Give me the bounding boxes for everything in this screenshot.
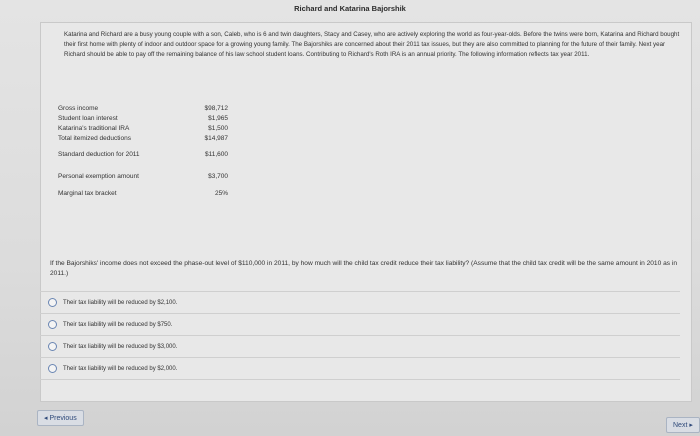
- answer-label: Their tax liability will be reduced by $750.: [63, 321, 173, 328]
- fact-value: 25%: [214, 189, 228, 197]
- fact-row: [58, 133, 228, 143]
- chevron-left-icon: ◂: [44, 415, 50, 422]
- fact-value: $98,712: [204, 104, 228, 112]
- fact-value: $11,600: [204, 150, 228, 158]
- fact-label: Katarina's traditional IRA: [58, 124, 130, 132]
- previous-label: Previous: [49, 415, 77, 422]
- fact-row: [58, 123, 228, 133]
- next-button[interactable]: [666, 417, 700, 433]
- fact-value: $1,500: [208, 124, 228, 132]
- answer-option[interactable]: [40, 335, 680, 357]
- fact-row: [58, 143, 228, 165]
- answer-option[interactable]: [40, 313, 680, 335]
- fact-row: [58, 113, 228, 123]
- radio-button[interactable]: [48, 320, 57, 329]
- fact-row: [58, 187, 228, 199]
- fact-value: $1,965: [208, 114, 228, 122]
- fact-label: Total itemized deductions: [58, 134, 131, 142]
- previous-button[interactable]: [37, 410, 84, 426]
- scenario-text: Katarina and Richard are a busy young couple with a son, Caleb, who is 6 and twin daughters, Stacy and Casey, who are actively exploring the world as four-year-olds. Before the twins were born, Katarina and Richard bought their first home with plenty of indoor and outdoor space for a growing young family. The Bajorshiks are concerned about their 2011 tax issues, but they are also committed to planning for the future of their family. Next year Richard should be able to pay off the remaining balance of his law school student loans. Contributing to Richard's Roth IRA is an annual priority. The following information reflects tax year 2011.: [64, 31, 680, 58]
- fact-row: [58, 165, 228, 187]
- radio-button[interactable]: [48, 298, 57, 307]
- page-title: Richard and Katarina Bajorshik: [294, 4, 406, 13]
- fact-label: Marginal tax bracket: [58, 189, 117, 197]
- fact-value: $3,700: [208, 172, 228, 180]
- question-text: If the Bajorshiks' income does not exceed the phase-out level of $110,000 in 2011, by how much will the child tax credit reduce their tax liability? (Assume that the child tax credit will be the same amount in 2010 as in 2011.): [50, 260, 678, 277]
- fact-value: $14,987: [204, 134, 228, 142]
- fact-label: Student loan interest: [58, 114, 118, 122]
- answer-options: [40, 291, 680, 380]
- answer-label: Their tax liability will be reduced by $2,100.: [63, 299, 178, 306]
- fact-row: [58, 103, 228, 113]
- next-label: Next: [673, 422, 688, 429]
- answer-label: Their tax liability will be reduced by $2,000.: [63, 365, 178, 372]
- fact-label: Gross income: [58, 104, 99, 112]
- answer-option[interactable]: [40, 291, 680, 313]
- fact-label: Personal exemption amount: [58, 172, 139, 180]
- chevron-right-icon: ▸: [687, 422, 693, 429]
- answer-option[interactable]: [40, 357, 680, 380]
- radio-button[interactable]: [48, 342, 57, 351]
- radio-button[interactable]: [48, 364, 57, 373]
- fact-label: Standard deduction for 2011: [58, 150, 140, 158]
- tax-facts: [58, 103, 228, 199]
- answer-label: Their tax liability will be reduced by $3,000.: [63, 343, 178, 350]
